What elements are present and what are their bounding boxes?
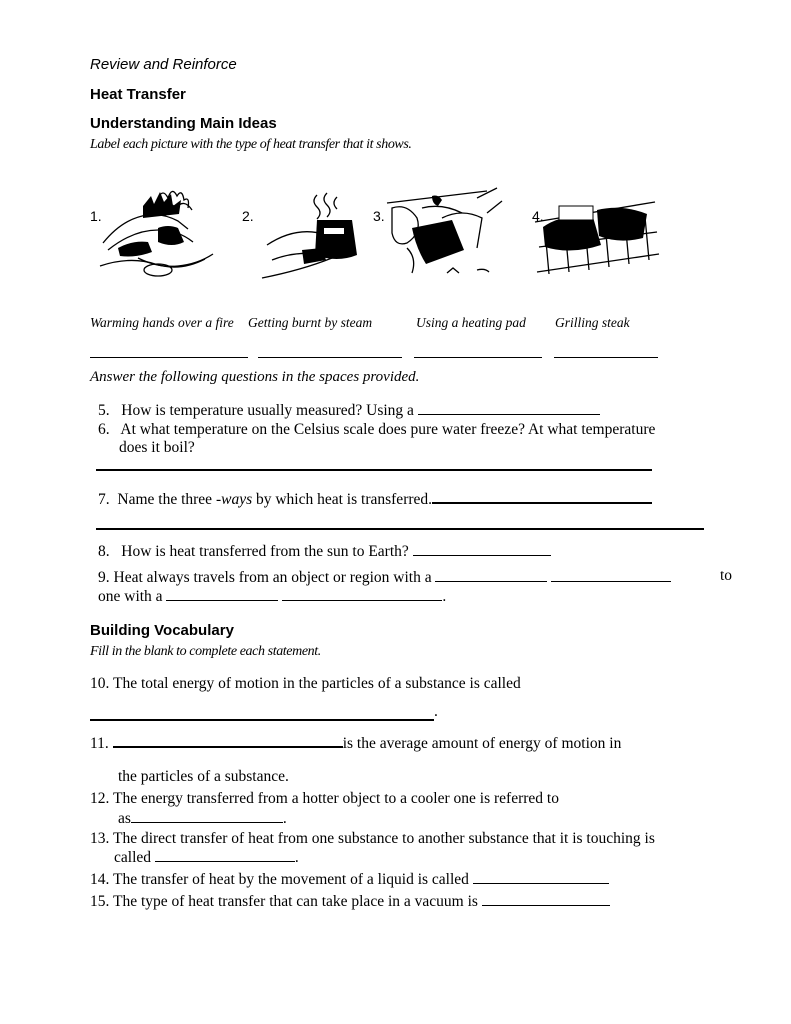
vocab-15-text: 15. The type of heat transfer that can take place in a vacuum is — [90, 893, 478, 910]
question-9-text: 9. Heat always travels from an object or region with a — [98, 569, 432, 586]
answer-blank-q9-d[interactable] — [282, 586, 442, 601]
question-6-text: At what temperature on the Celsius scale does pure water freeze? At what temperature — [120, 421, 656, 438]
instructions-label-vocabulary: Fill in the blank to complete each statement. — [90, 644, 321, 659]
caption-3: Using a heating pad — [416, 315, 526, 330]
vocab-11-text-line-2: the particles of a substance. — [118, 768, 289, 785]
question-6-text-line-2: does it boil? — [119, 439, 195, 456]
answer-blank-v15[interactable] — [482, 891, 610, 906]
instructions-label-pictures: Label each picture with the type of heat transfer that it shows. — [90, 137, 412, 152]
answer-blank-q9-a[interactable] — [435, 567, 547, 582]
vocab-11-number: 11. — [90, 735, 109, 752]
picture-number-3: 3. — [373, 208, 385, 224]
question-5-text: How is temperature usually measured? Using a — [121, 402, 414, 419]
vocab-15 — [90, 891, 610, 911]
question-5 — [98, 400, 600, 420]
vocab-12-end: . — [282, 810, 287, 827]
vocab-14-text: 14. The transfer of heat by the movement of a liquid is called — [90, 871, 469, 888]
page-title: Heat Transfer — [90, 86, 186, 103]
vocab-10-text: 10. The total energy of motion in the particles of a substance is called — [90, 675, 521, 692]
answer-blank-v14[interactable] — [473, 869, 609, 884]
vocab-12-line-2 — [118, 808, 287, 828]
answer-blank-picture-2[interactable] — [258, 357, 402, 358]
review-label: Review and Reinforce — [90, 56, 237, 73]
caption-1: Warming hands over a fire — [90, 315, 234, 330]
picture-number-4: 4. — [532, 208, 544, 224]
picture-number-2: 2. — [242, 208, 254, 224]
question-9-to: to — [720, 567, 733, 584]
section-heading-vocabulary: Building Vocabulary — [90, 622, 234, 639]
question-7-emphasis: -ways — [215, 491, 253, 508]
question-7-text-end: by which heat is transferred. — [252, 491, 433, 508]
grilling-steak-illustration — [535, 192, 665, 282]
vocab-13-text: 13. The direct transfer of heat from one substance to another substance that it is touching is — [90, 830, 655, 847]
answer-blank-picture-1[interactable] — [90, 357, 248, 358]
picture-number-1: 1. — [90, 208, 102, 224]
answer-blank-q7[interactable] — [432, 488, 652, 504]
answer-blank-v11[interactable] — [113, 732, 343, 748]
vocab-13-text-line-2: called — [114, 849, 152, 866]
question-8-text: How is heat transferred from the sun to Earth? — [121, 543, 409, 560]
question-9-end: . — [442, 588, 447, 605]
caption-2: Getting burnt by steam — [248, 315, 373, 330]
vocab-14 — [90, 869, 609, 889]
caption-4: Grilling steak — [555, 315, 630, 330]
answer-blank-q9-b[interactable] — [551, 567, 671, 582]
vocab-13-line-2 — [114, 847, 299, 867]
question-7 — [98, 488, 652, 509]
answer-blank-v12[interactable] — [131, 808, 283, 823]
question-7-text: Name the three — [117, 491, 216, 508]
question-9-line-2 — [98, 586, 446, 606]
question-6 — [98, 421, 655, 439]
fire-hands-illustration — [98, 188, 228, 283]
instructions-label-questions: Answer the following questions in the spaces provided. — [90, 369, 420, 385]
answer-blank-q6[interactable] — [96, 469, 652, 471]
vocab-12-text: 12. The energy transferred from a hotter object to a cooler one is referred to — [90, 790, 559, 807]
question-8-number: 8. — [98, 543, 110, 560]
answer-blank-q5[interactable] — [418, 400, 600, 415]
answer-blank-v10[interactable] — [90, 719, 434, 721]
answer-blank-v13[interactable] — [155, 847, 295, 862]
question-7-number: 7. — [98, 491, 110, 508]
vocab-11 — [90, 732, 621, 753]
question-9 — [98, 567, 671, 587]
answer-blank-picture-3[interactable] — [414, 357, 542, 358]
question-6-number: 6. — [98, 421, 110, 438]
steam-burn-illustration — [262, 190, 372, 282]
vocab-11-text: is the average amount of energy of motion in — [342, 735, 622, 752]
answer-blank-q9-c[interactable] — [166, 586, 278, 601]
question-5-number: 5. — [98, 402, 110, 419]
answer-blank-q7-line-2[interactable] — [96, 528, 704, 530]
heating-pad-illustration — [382, 188, 512, 283]
vocab-10-end: . — [434, 703, 438, 720]
answer-blank-q8[interactable] — [413, 541, 551, 556]
vocab-12-text-line-2: as — [118, 810, 131, 827]
section-heading-main-ideas: Understanding Main Ideas — [90, 115, 277, 132]
question-8 — [98, 541, 551, 561]
vocab-13-end: . — [294, 849, 299, 866]
question-9-text-line-2: one with a — [98, 588, 163, 605]
answer-blank-picture-4[interactable] — [554, 357, 658, 358]
